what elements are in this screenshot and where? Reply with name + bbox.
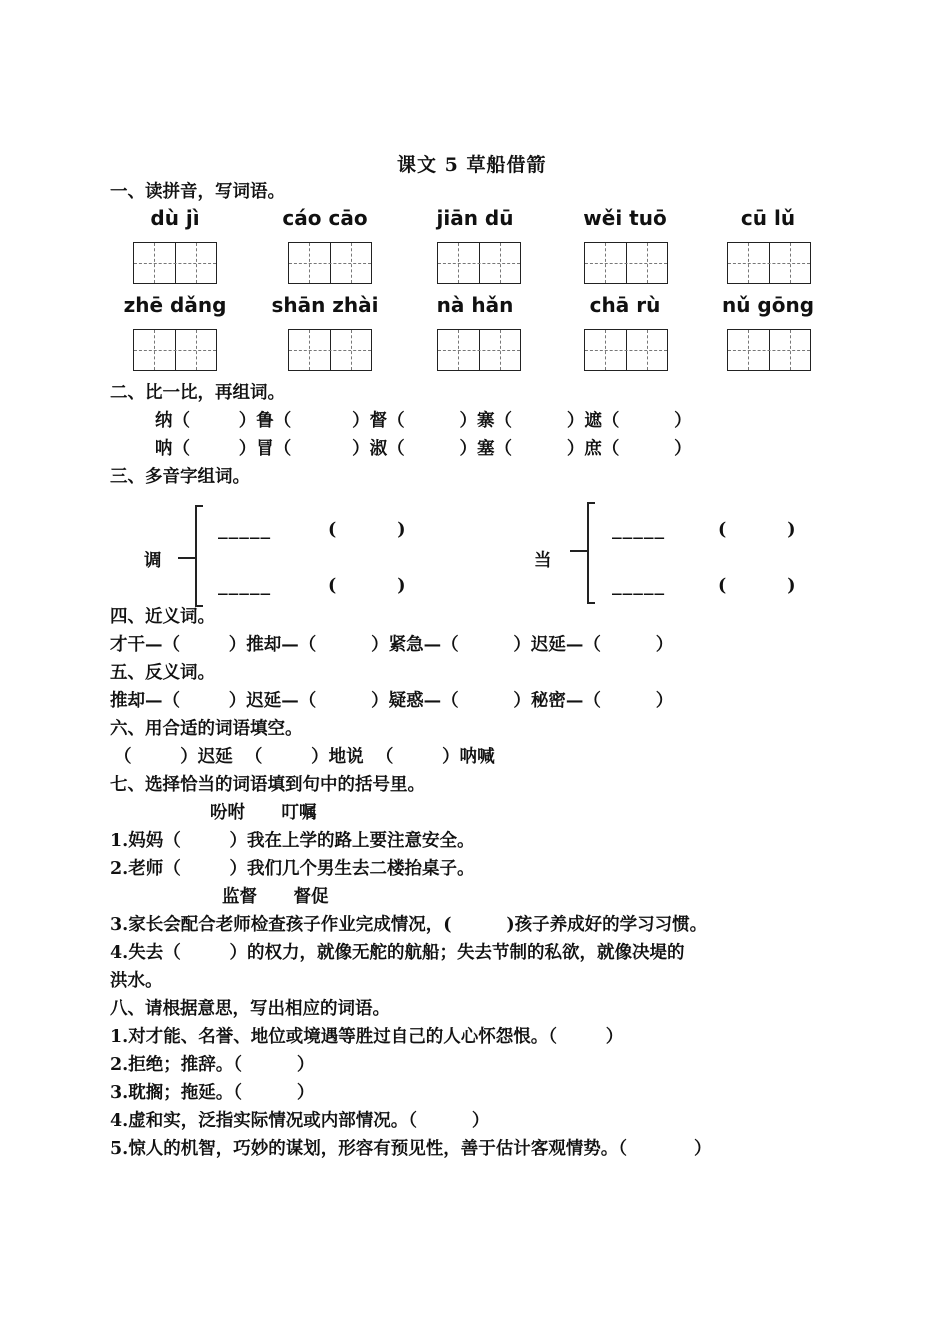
section-6-heading: 六、用合适的词语填空。 — [110, 719, 303, 739]
pinyin-4: wěi tuō — [583, 206, 667, 230]
question-7-1: 1.妈妈（ ）我在上学的路上要注意安全。 — [110, 831, 475, 851]
question-8-2: 2.拒绝；推辞。（ ） — [110, 1055, 315, 1075]
section-5-heading: 五、反义词。 — [110, 663, 215, 683]
writing-grid[interactable] — [133, 329, 217, 371]
pinyin-2: cáo cāo — [282, 206, 368, 230]
blank: _____ — [218, 520, 272, 539]
paren-blank: ( ) — [328, 520, 406, 540]
fill-line: （ ）迟延 （ ）地说 （ ）呐喊 — [114, 747, 495, 767]
writing-grid[interactable] — [727, 329, 811, 371]
writing-grid[interactable] — [584, 329, 668, 371]
brace-stub — [178, 557, 196, 559]
pinyin-1: dù jì — [150, 206, 200, 230]
paren-blank: ( ) — [718, 576, 796, 596]
pinyin-3: jiān dū — [436, 206, 514, 230]
brace-stub — [570, 550, 588, 552]
question-8-5: 5.惊人的机智，巧妙的谋划，形容有预见性，善于估计客观情势。（ ） — [110, 1139, 712, 1159]
section-7-heading: 七、选择恰当的词语填到句中的括号里。 — [110, 775, 425, 795]
word-choices-2: 监督 督促 — [222, 887, 329, 907]
polyphone-char-1: 调 — [144, 551, 162, 571]
pinyin-8: nà hǎn — [436, 293, 514, 317]
writing-grid[interactable] — [437, 329, 521, 371]
section-1-heading: 一、读拼音，写词语。 — [110, 182, 285, 202]
pinyin-9: chā rù — [589, 293, 661, 317]
pinyin-5: cū lǔ — [740, 206, 796, 230]
question-7-4-cont: 洪水。 — [110, 971, 163, 991]
pinyin-10: nǔ gōng — [721, 293, 815, 317]
pinyin-7: shān zhài — [271, 293, 379, 317]
writing-grid[interactable] — [727, 242, 811, 284]
question-7-3: 3.家长会配合老师检查孩子作业完成情况，( )孩子养成好的学习习惯。 — [110, 915, 708, 935]
section-2-heading: 二、比一比，再组词。 — [110, 383, 285, 403]
pinyin-6: zhē dǎng — [123, 293, 227, 317]
paren-blank: ( ) — [328, 576, 406, 596]
paren-blank: ( ) — [718, 520, 796, 540]
brace-right — [587, 502, 595, 604]
question-7-2: 2.老师（ ）我们几个男生去二楼抬桌子。 — [110, 859, 475, 879]
writing-grid[interactable] — [584, 242, 668, 284]
page-title: 课文 5 草船借箭 — [397, 154, 547, 176]
antonym-line: 推却—（ ）迟延—（ ）疑惑—（ ）秘密—（ ） — [110, 691, 674, 711]
blank: _____ — [612, 520, 666, 539]
writing-grid[interactable] — [437, 242, 521, 284]
blank: _____ — [612, 576, 666, 595]
writing-grid[interactable] — [133, 242, 217, 284]
question-8-4: 4.虚和实，泛指实际情况或内部情况。（ ） — [110, 1111, 490, 1131]
writing-grid[interactable] — [288, 329, 372, 371]
word-choices-1: 吩咐 叮嘱 — [210, 803, 317, 823]
compare-line-2: 呐（ ）冒（ ）淑（ ）塞（ ）庶（ ） — [155, 439, 692, 459]
question-8-3: 3.耽搁；拖延。（ ） — [110, 1083, 315, 1103]
polyphone-char-2: 当 — [534, 551, 552, 571]
section-8-heading: 八、请根据意思，写出相应的词语。 — [110, 999, 390, 1019]
writing-grid[interactable] — [288, 242, 372, 284]
section-3-heading: 三、多音字组词。 — [110, 467, 250, 487]
section-4-heading: 四、近义词。 — [110, 607, 215, 627]
question-7-4: 4.失去（ ）的权力，就像无舵的航船；失去节制的私欲，就像决堤的 — [110, 943, 685, 963]
blank: _____ — [218, 576, 272, 595]
compare-line-1: 纳（ ）鲁（ ）督（ ）寨（ ）遮（ ） — [155, 411, 692, 431]
question-8-1: 1.对才能、名誉、地位或境遇等胜过自己的人心怀怨恨。（ ） — [110, 1027, 624, 1047]
brace-left — [195, 505, 203, 607]
synonym-line: 才干—（ ）推却—（ ）紧急—（ ）迟延—（ ） — [110, 635, 674, 655]
